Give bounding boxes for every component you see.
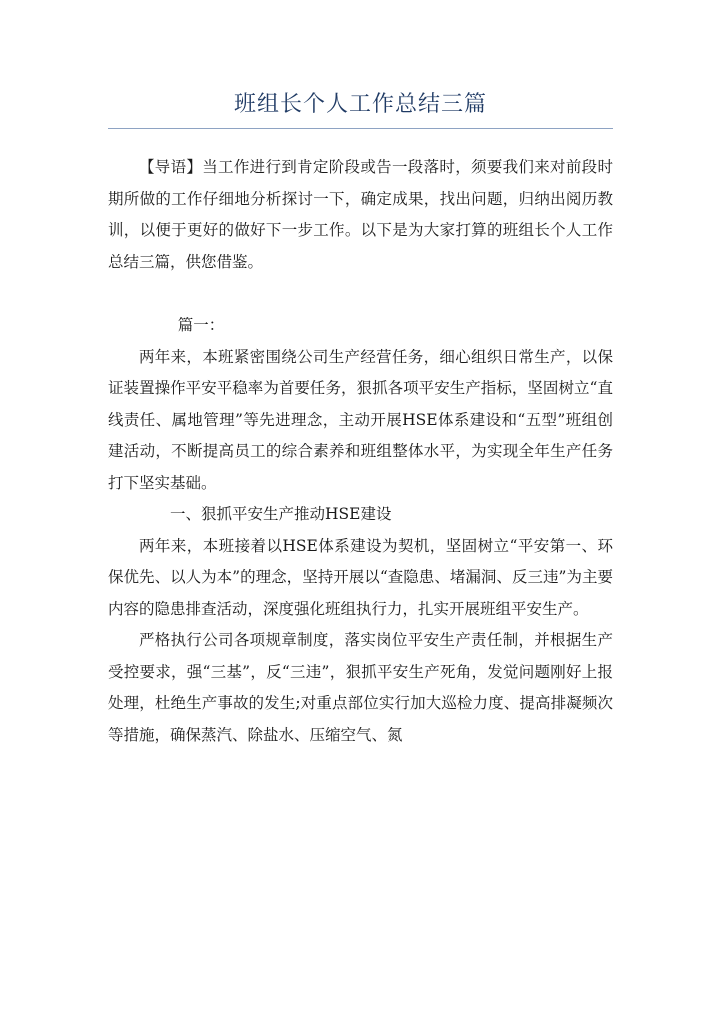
paragraph-2: 两年来，本班接着以HSE体系建设为契机，坚固树立“平安第一、环保优先、以人为本”的理念，坚持开展以“查隐患、堵漏洞、反三违”为主要内容的隐患排查活动，深度强化班组执行力，扎实开展班组平安生产。: [108, 536, 613, 618]
section-label: 篇一：: [177, 316, 225, 334]
document-title: 班组长个人工作总结三篇: [233, 92, 487, 117]
intro-paragraph: 【导语】当工作进行到肯定阶段或告一段落时，须要我们来对前段时期所做的工作仔细地分析探讨一下，确定成果，找出问题，归纳出阅历教训，以便于更好的做好下一步工作。以下是为大家打算的班组长个人工作总结三篇，供您借鉴。: [108, 158, 613, 271]
document-body: [108, 152, 613, 751]
paragraph-3: 严格执行公司各项规章制度，落实岗位平安生产责任制，并根据生产受控要求，强“三基”，反“三违”，狠抓平安生产死角，发觉问题刚好上报处理，杜绝生产事故的发生;对重点部位实行加大巡检力度、提高排凝频次等措施，确保蒸汽、除盐水、压缩空气、氮: [108, 631, 613, 744]
paragraph-1: 两年来，本班紧密围绕公司生产经营任务，细心组织日常生产，以保证装置操作平安平稳率为首要任务，狠抓各项平安生产指标，坚固树立“直线责任、属地管理”等先进理念，主动开展HSE体系建设和“五型”班组创建活动，不断提高员工的综合素养和班组整体水平，为实现全年生产任务打下坚实基础。: [108, 347, 613, 492]
spacer: [108, 278, 613, 310]
title-divider: [108, 128, 613, 129]
section-heading-1: 一、狠抓平安生产推动HSE建设: [170, 505, 392, 523]
